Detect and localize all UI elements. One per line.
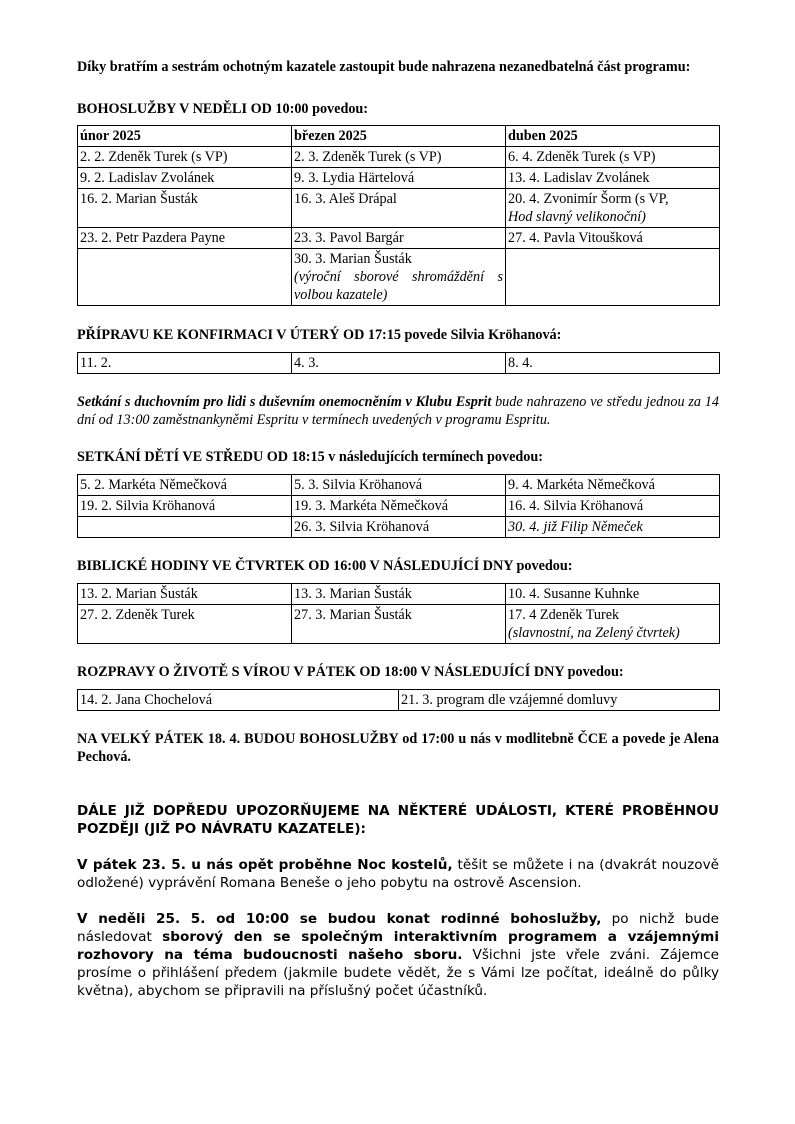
children-heading: SETKÁNÍ DĚTÍ VE STŘEDU OD 18:15 v následujících termínech povedou:	[77, 449, 544, 465]
event-text: po nichž bude následovat	[77, 911, 720, 945]
esprit-paragraph	[77, 393, 719, 429]
table-cell	[78, 475, 292, 496]
table-cell	[292, 249, 506, 306]
table-cell	[292, 584, 506, 605]
table-row	[78, 690, 720, 711]
cell-note: 30. 4. již Filip Němeček	[508, 519, 643, 535]
event-text: Všichni jste vřele zváni. Zájemce prosíme o přihlášení předem (jakmile budete vědět, že s Vámi lze počítat, ideálně do půlky května), abychom se připravili na příslušný počet účastníků.	[77, 947, 719, 999]
cell-text: 23. 3. Pavol Bargár	[294, 230, 404, 246]
cell-text: 2. 3. Zdeněk Turek (s VP)	[294, 149, 442, 165]
cell-text: 6. 4. Zdeněk Turek (s VP)	[508, 149, 656, 165]
table-cell	[506, 249, 720, 306]
talks-table	[77, 689, 720, 711]
table-cell	[506, 228, 720, 249]
table-cell	[292, 496, 506, 517]
table-row	[78, 168, 720, 189]
event-highlight: sborový den se společným interaktivním programem a vzájemnými rozhovory na téma budoucnosti našeho sboru.	[77, 929, 719, 963]
cell-text: 20. 4. Zvonimír Šorm (s VP,	[508, 191, 669, 207]
table-cell	[78, 584, 292, 605]
cell-text: 19. 3. Markéta Němečková	[294, 498, 449, 514]
table-cell	[292, 517, 506, 538]
table-cell: 14. 2. Jana Chochelová	[78, 690, 399, 711]
intro-text: Díky bratřím a sestrám ochotným kazatele zastoupit bude nahrazena nezanedbatelná část programu:	[77, 59, 691, 75]
table-row	[78, 475, 720, 496]
table-cell	[78, 147, 292, 168]
later-events-heading: DÁLE JIŽ DOPŘEDU UPOZORŇUJEME NA NĚKTERÉ UDÁLOSTI, KTERÉ PROBĚHNOU POZDĚJI (JIŽ PO NÁVRATU KAZATELE):	[77, 803, 719, 837]
children-table	[77, 474, 720, 538]
cell-text: 13. 3. Marian Šusták	[294, 586, 412, 602]
cell-text: 13. 2. Marian Šusták	[80, 586, 198, 602]
cell-text: 2. 2. Zdeněk Turek (s VP)	[80, 149, 228, 165]
table-cell	[506, 168, 720, 189]
table-row	[78, 249, 720, 306]
event-family-service	[77, 910, 719, 1000]
table-cell: 8. 4.	[506, 353, 720, 374]
table-cell	[78, 168, 292, 189]
cell-text: 30. 3. Marian Šusták	[294, 251, 412, 267]
table-row	[78, 228, 720, 249]
cell-text: 17. 4 Zdeněk Turek	[508, 607, 620, 623]
cell-text: 27. 3. Marian Šusták	[294, 607, 412, 623]
table-cell	[506, 584, 720, 605]
cell-text: 13. 4. Ladislav Zvolánek	[508, 170, 650, 186]
esprit-lead: Setkání s duchovním pro lidi s duševním onemocněním v Klubu Esprit	[77, 394, 492, 410]
confirmation-heading: PŘÍPRAVU KE KONFIRMACI V ÚTERÝ OD 17:15 povede Silvia Kröhanová:	[77, 327, 562, 343]
cell-text: 27. 4. Pavla Vitoušková	[508, 230, 643, 246]
table-cell	[292, 475, 506, 496]
table-row	[78, 517, 720, 538]
table-cell	[506, 605, 720, 644]
table-row	[78, 605, 720, 644]
table-cell: 21. 3. program dle vzájemné domluvy	[399, 690, 720, 711]
esprit-rest: bude nahrazeno ve středu jednou za 14 dní od 13:00 zaměstnankyněmi Espritu v termínech uvedených v programu Espritu.	[77, 394, 719, 428]
cell-note: (slavnostní, na Zelený čtvrtek)	[508, 625, 680, 641]
sunday-header-row	[78, 126, 720, 147]
talks-heading: ROZPRAVY O ŽIVOTĚ S VÍROU V PÁTEK OD 18:00 V NÁSLEDUJÍCÍ DNY povedou:	[77, 664, 624, 680]
table-cell	[292, 605, 506, 644]
cell-text: 5. 2. Markéta Němečková	[80, 477, 227, 493]
table-cell	[78, 517, 292, 538]
cell-text: 27. 2. Zdeněk Turek	[80, 607, 195, 623]
document-page	[77, 58, 719, 1000]
event-text: těšit se můžete i na (dvakrát nouzově odložené) vyprávění Romana Beneše o jeho pobytu na ostrově Ascension.	[77, 857, 719, 891]
month-header: duben 2025	[506, 126, 720, 147]
cell-text: 9. 3. Lydia Härtelová	[294, 170, 415, 186]
table-row	[78, 189, 720, 228]
cell-text: 19. 2. Silvia Kröhanová	[80, 498, 216, 514]
cell-text: 16. 4. Silvia Kröhanová	[508, 498, 644, 514]
cell-text: 9. 4. Markéta Němečková	[508, 477, 655, 493]
table-row	[78, 147, 720, 168]
table-cell	[292, 189, 506, 228]
cell-text: 10. 4. Susanne Kuhnke	[508, 586, 640, 602]
table-cell	[506, 189, 720, 228]
table-cell	[78, 228, 292, 249]
month-header: březen 2025	[292, 126, 506, 147]
table-cell	[78, 189, 292, 228]
table-cell	[506, 496, 720, 517]
table-row	[78, 496, 720, 517]
table-cell	[506, 147, 720, 168]
table-row	[78, 584, 720, 605]
event-lead: V pátek 23. 5. u nás opět proběhne Noc kostelů,	[77, 857, 453, 873]
table-cell	[292, 147, 506, 168]
cell-text: 23. 2. Petr Pazdera Payne	[80, 230, 225, 246]
cell-text: 5. 3. Silvia Kröhanová	[294, 477, 423, 493]
table-cell	[506, 475, 720, 496]
cell-text: 16. 2. Marian Šusták	[80, 191, 198, 207]
cell-text: 26. 3. Silvia Kröhanová	[294, 519, 430, 535]
sunday-heading: BOHOSLUŽBY V NEDĚLI OD 10:00 povedou:	[77, 101, 369, 117]
table-cell	[292, 228, 506, 249]
event-noc-kostelu	[77, 856, 719, 892]
cell-text: 16. 3. Aleš Drápal	[294, 191, 397, 207]
table-cell: 11. 2.	[78, 353, 292, 374]
cell-note: (výroční sborové shromáždění s volbou kazatele)	[294, 269, 503, 303]
table-cell	[78, 605, 292, 644]
good-friday-notice: NA VELKÝ PÁTEK 18. 4. BUDOU BOHOSLUŽBY od 17:00 u nás v modlitebně ČCE a povede je Alena Pechová.	[77, 731, 719, 765]
event-lead: V neděli 25. 5. od 10:00 se budou konat rodinné bohoslužby,	[77, 911, 602, 927]
cell-note: Hod slavný velikonoční)	[508, 209, 646, 225]
cell-text: 9. 2. Ladislav Zvolánek	[80, 170, 215, 186]
bible-table	[77, 583, 720, 644]
table-cell	[78, 496, 292, 517]
table-cell	[506, 517, 720, 538]
table-cell	[292, 168, 506, 189]
sunday-table	[77, 125, 720, 306]
table-cell	[78, 249, 292, 306]
month-header: únor 2025	[78, 126, 292, 147]
table-row	[78, 353, 720, 374]
confirmation-table	[77, 352, 720, 374]
table-cell: 4. 3.	[292, 353, 506, 374]
bible-heading: BIBLICKÉ HODINY VE ČTVRTEK OD 16:00 V NÁSLEDUJÍCÍ DNY povedou:	[77, 558, 573, 574]
